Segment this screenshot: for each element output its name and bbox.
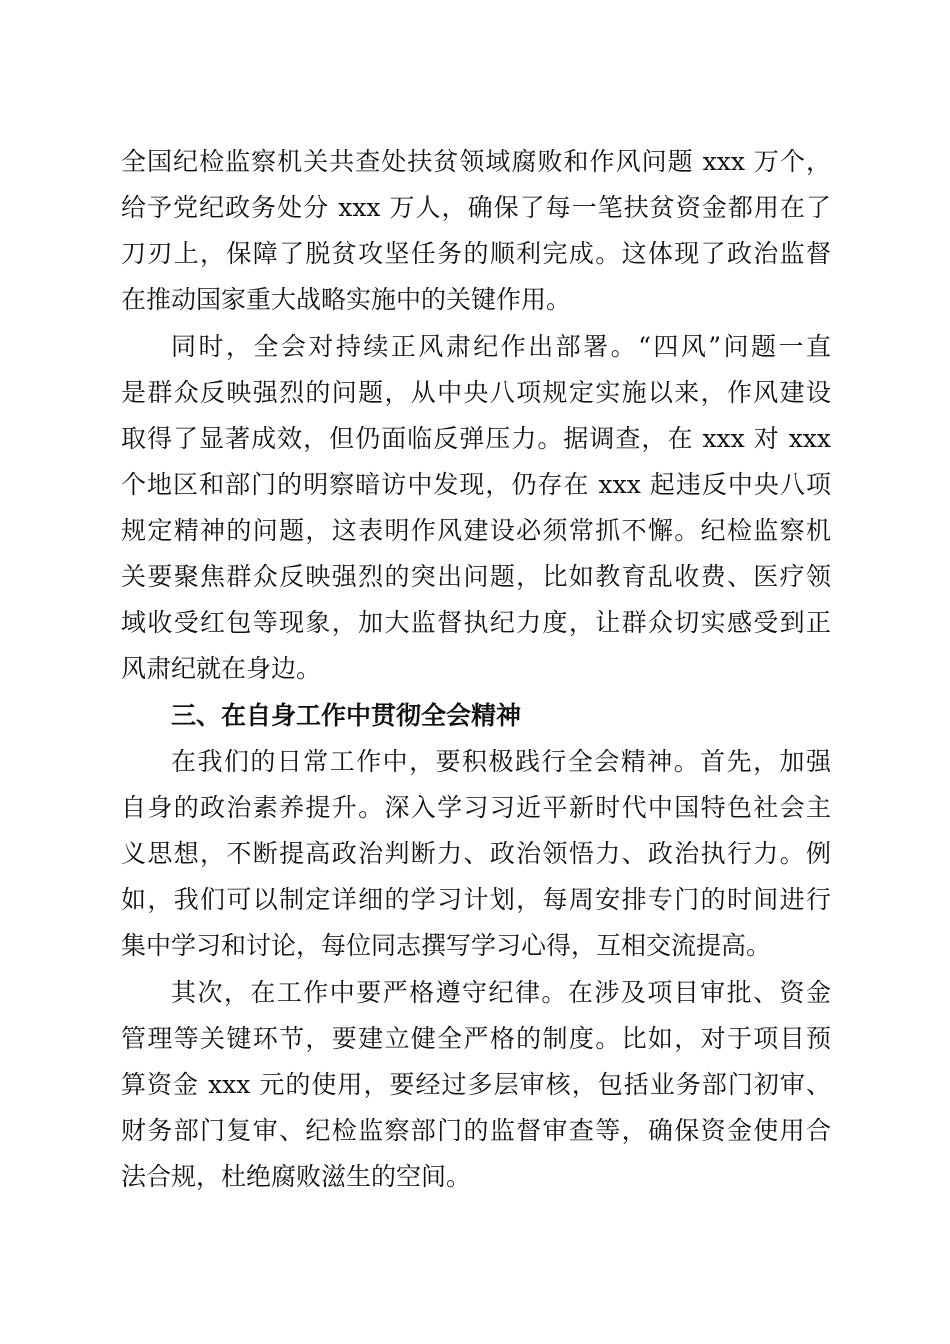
paragraph-2-line: 风肃纪就在身边。 bbox=[121, 654, 322, 683]
paragraph-3-line: 集中学习和讨论，每位同志撰写学习心得，互相交流提高。 bbox=[121, 931, 772, 960]
paragraph-1-line: 给予党纪政务处分 xxx 万人，确保了每一笔扶贫资金都用在了 bbox=[121, 193, 831, 222]
paragraph-2-line: 同时，全会对持续正风肃纪作出部署。“四风”问题一直 bbox=[171, 332, 831, 361]
paragraph-3-line: 自身的政治素养提升。深入学习习近平新时代中国特色社会主 bbox=[121, 793, 831, 822]
paragraph-1-line: 在推动国家重大战略实施中的关键作用。 bbox=[121, 285, 572, 314]
paragraph-2-line: 取得了显著成效，但仍面临反弹压力。据调查，在 xxx 对 xxx bbox=[121, 424, 831, 453]
paragraph-2-line: 个地区和部门的明察暗访中发现，仍存在 xxx 起违反中央八项 bbox=[121, 470, 831, 499]
paragraph-3-line: 义思想，不断提高政治判断力、政治领悟力、政治执行力。例 bbox=[121, 839, 831, 868]
paragraph-3-line: 如，我们可以制定详细的学习计划，每周安排专门的时间进行 bbox=[121, 885, 831, 914]
paragraph-2-line: 是群众反映强烈的问题，从中央八项规定实施以来，作风建设 bbox=[121, 378, 831, 407]
paragraph-4-line: 算资金 xxx 元的使用，要经过多层审核，包括业务部门初审、 bbox=[121, 1070, 831, 1099]
paragraph-3-line: 在我们的日常工作中，要积极践行全会精神。首先，加强 bbox=[171, 747, 831, 776]
paragraph-1-line: 刀刃上，保障了脱贫攻坚任务的顺利完成。这体现了政治监督 bbox=[121, 239, 831, 268]
section-heading: 三、在自身工作中贯彻全会精神 bbox=[171, 701, 522, 730]
paragraph-2-line: 关要聚焦群众反映强烈的突出问题，比如教育乱收费、医疗领 bbox=[121, 562, 831, 591]
paragraph-4-line: 管理等关键环节，要建立健全严格的制度。比如，对于项目预 bbox=[121, 1024, 831, 1053]
paragraph-2-line: 规定精神的问题，这表明作风建设必须常抓不懈。纪检监察机 bbox=[121, 516, 831, 545]
paragraph-1-line: 全国纪检监察机关共查处扶贫领域腐败和作风问题 xxx 万个， bbox=[121, 147, 831, 176]
paragraph-4-line: 其次，在工作中要严格遵守纪律。在涉及项目审批、资金 bbox=[171, 978, 831, 1007]
paragraph-4-line: 财务部门复审、纪检监察部门的监督审查等，确保资金使用合 bbox=[121, 1116, 831, 1145]
paragraph-4-line: 法合规，杜绝腐败滋生的空间。 bbox=[121, 1162, 472, 1191]
paragraph-2-line: 域收受红包等现象，加大监督执纪力度，让群众切实感受到正 bbox=[121, 608, 831, 637]
